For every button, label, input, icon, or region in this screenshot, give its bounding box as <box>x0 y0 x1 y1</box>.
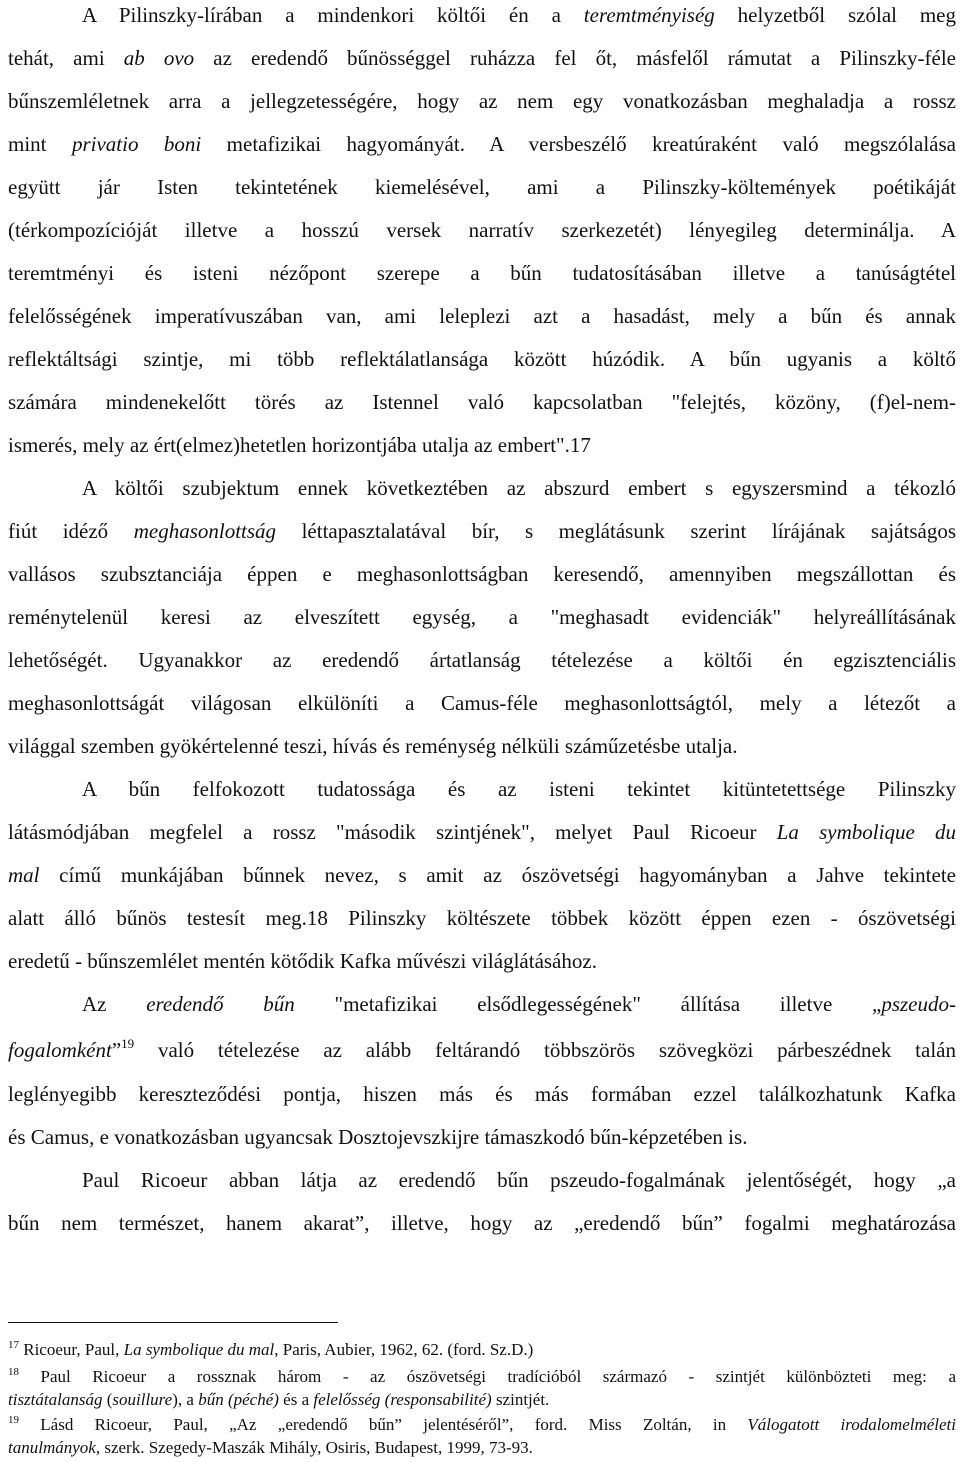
text-run: számára mindenekelőtt törés az Istennel való kapcsolatban "felejtés, közöny, (f)el-nem- <box>8 390 956 414</box>
italic-text: mal <box>8 863 40 887</box>
text-run: teremtményi és isteni nézőpont szerepe a bűn tudatosításában illetve a tanúságtétel <box>8 261 956 285</box>
footnote-line <box>8 1437 533 1459</box>
italic-text: ab ovo <box>123 46 195 70</box>
text-run: ” <box>111 1038 122 1062</box>
text-run: bűn nem természet, hanem akarat”, illetve, hogy az „eredendő bűn” fogalmi meghatározása <box>8 1211 956 1235</box>
text-line <box>8 0 956 30</box>
italic-text: teremtményiség <box>583 3 715 27</box>
text-run: látásmódjában megfelel a rossz "második szintjének", melyet Paul Ricoeur <box>8 820 777 844</box>
italic-text: meghasonlottság <box>133 519 277 543</box>
text-run: Paul Ricoeur abban látja az eredendő bűn pszeudo-fogalmának jelentőségét, hogy „a <box>82 1168 956 1192</box>
text-line <box>8 1122 747 1152</box>
text-run: A Pilinszky-lírában a mindenkori költői én a <box>82 3 584 27</box>
text-run: lehetőségét. Ugyanakkor az eredendő ártatlanság tételezése a költői én egzisztenciális <box>8 648 956 672</box>
text-run: metafizikai hagyományát. A versbeszélő kreatúraként való megszólalása <box>201 132 956 156</box>
footnote-line <box>8 1414 956 1436</box>
footnote-separator <box>8 1322 338 1323</box>
italic-text: tisztátalanság <box>8 1390 103 1409</box>
text-run: az eredendő bűnösséggel ruházza fel őt, másfelől rámutat a Pilinszky-féle <box>194 46 956 70</box>
text-line <box>8 1035 956 1065</box>
footnote-line <box>8 1389 549 1411</box>
text-line <box>8 258 956 288</box>
text-run: Paul Ricoeur a rossznak három - az ószövetségi tradícióból származó - szintjét különbözteti meg: a <box>19 1367 956 1386</box>
text-run: című munkájában bűnnek nevez, s amit az ószövetségi hagyományban a Jahve tekintete <box>39 863 956 887</box>
italic-text: pszeudo- <box>881 992 956 1016</box>
footnote-line <box>8 1366 956 1388</box>
text-line <box>8 129 956 159</box>
italic-text: Válogatott irodalomelméleti <box>747 1415 956 1434</box>
text-run: világgal szemben gyökértelenné teszi, hívás és reménység nélküli száműzetésbe utalja. <box>8 734 738 758</box>
text-run: ), a <box>172 1390 199 1409</box>
italic-text: bűn (péché) <box>198 1390 279 1409</box>
italic-text: tanulmányok, <box>8 1438 101 1457</box>
text-run: A költői szubjektum ennek következtében az abszurd embert s egyszersmind a tékozló <box>82 476 956 500</box>
text-line <box>8 645 956 675</box>
text-run: bűnszemléletnek arra a jellegzetességére, hogy az nem egy vonatkozásban meghaladja a rossz <box>8 89 956 113</box>
text-line <box>8 430 591 460</box>
text-line <box>8 903 956 933</box>
text-line <box>8 516 956 546</box>
text-run: tehát, ami <box>8 46 124 70</box>
italic-text: felelősség (responsabilité) <box>313 1390 492 1409</box>
footnote-reference: 18 <box>8 1366 19 1378</box>
italic-text: souillure <box>112 1390 173 1409</box>
text-run: való tételezése az alább feltárandó többszörös szövegközi párbeszédnek talán <box>134 1038 956 1062</box>
text-run: (térkompozícióját illetve a hosszú versek narratív szerkezetét) lényegileg determinálja. A <box>8 218 956 242</box>
text-line <box>8 946 597 976</box>
text-line <box>8 86 956 116</box>
text-run: léttapasztalatával bír, s meglátásunk szerint lírájának sajátságos <box>276 519 957 543</box>
text-run: leglényegibb kereszteződési pontja, hiszen más és más formában ezzel találkozhatunk Kafka <box>8 1082 956 1106</box>
text-run: A bűn felfokozott tudatossága és az isteni tekintet kitüntetettsége Pilinszky <box>82 777 956 801</box>
text-run: meghasonlottságát világosan elkülöníti a Camus-féle meghasonlottságtól, mely a létezőt a <box>8 691 956 715</box>
footnote-reference: 17 <box>8 1339 19 1351</box>
text-run: felelősségének imperatívuszában van, ami leleplezi azt a hasadást, mely a bűn és annak <box>8 304 956 328</box>
text-line <box>8 215 956 245</box>
text-run: együtt jár Isten tekintetének kiemelésével, ami a Pilinszky-költemények poétikáját <box>8 175 956 199</box>
text-run: fiút idéző <box>8 519 134 543</box>
text-run: Ricoeur, Paul, <box>19 1340 124 1359</box>
footnote-reference: 19 <box>121 1036 135 1051</box>
text-line <box>8 473 956 503</box>
text-run: és Camus, e vonatkozásban ugyancsak Dosztojevszkijre támaszkodó bűn-képzetében is. <box>8 1125 748 1149</box>
text-run: és a <box>278 1390 314 1409</box>
text-line <box>8 602 956 632</box>
text-run: "metafizikai elsődlegességének" állítása illetve „ <box>294 992 882 1016</box>
text-line <box>8 731 737 761</box>
text-run: szerk. Szegedy-Maszák Mihály, Osiris, Budapest, 1999, 73-93. <box>100 1438 533 1457</box>
text-run: reménytelenül keresi az elveszített egység, a "meghasadt evidenciák" helyreállításának <box>8 605 956 629</box>
text-run: ( <box>102 1390 113 1409</box>
text-run: ismerés, mely az ért(elmez)hetetlen horizontjába utalja az embert".17 <box>8 433 591 457</box>
text-line <box>8 344 956 374</box>
text-run: vallásos szubsztanciája éppen e meghasonlottságban keresendő, amennyiben megszállottan és <box>8 562 956 586</box>
text-line <box>8 559 956 589</box>
text-run: mint <box>8 132 72 156</box>
text-line <box>8 1079 956 1109</box>
text-line <box>8 43 956 73</box>
text-run: , Paris, Aubier, 1962, 62. (ford. Sz.D.) <box>274 1340 534 1359</box>
text-run: alatt álló bűnös testesít meg.18 Pilinszky költészete többek között éppen ezen - ószövetségi <box>8 906 956 930</box>
italic-text: eredendő bűn <box>146 992 295 1016</box>
italic-text: fogalomként <box>8 1038 112 1062</box>
text-run: Az <box>82 992 147 1016</box>
text-run: eredetű - bűnszemlélet mentén kötődik Kafka művészi világlátásához. <box>8 949 597 973</box>
text-line <box>8 1165 956 1195</box>
text-line <box>8 774 956 804</box>
text-run: helyzetből szólal meg <box>714 3 956 27</box>
footnote-reference: 19 <box>8 1414 19 1426</box>
text-line <box>8 989 956 1019</box>
text-line <box>8 860 956 890</box>
text-line <box>8 1208 956 1238</box>
text-line <box>8 301 956 331</box>
text-run: Lásd Ricoeur, Paul, „Az „eredendő bűn” jelentéséről”, ford. Miss Zoltán, in <box>19 1415 748 1434</box>
text-line <box>8 172 956 202</box>
text-run: reflektáltsági szintje, mi több reflektálatlansága között húzódik. A bűn ugyanis a költő <box>8 347 956 371</box>
text-run: szintjét. <box>491 1390 550 1409</box>
italic-text: privatio boni <box>71 132 202 156</box>
italic-text: La symbolique du <box>776 820 956 844</box>
text-line <box>8 817 956 847</box>
italic-text: La symbolique du mal <box>123 1340 275 1359</box>
footnote-line <box>8 1339 533 1361</box>
text-line <box>8 688 956 718</box>
text-line <box>8 387 956 417</box>
